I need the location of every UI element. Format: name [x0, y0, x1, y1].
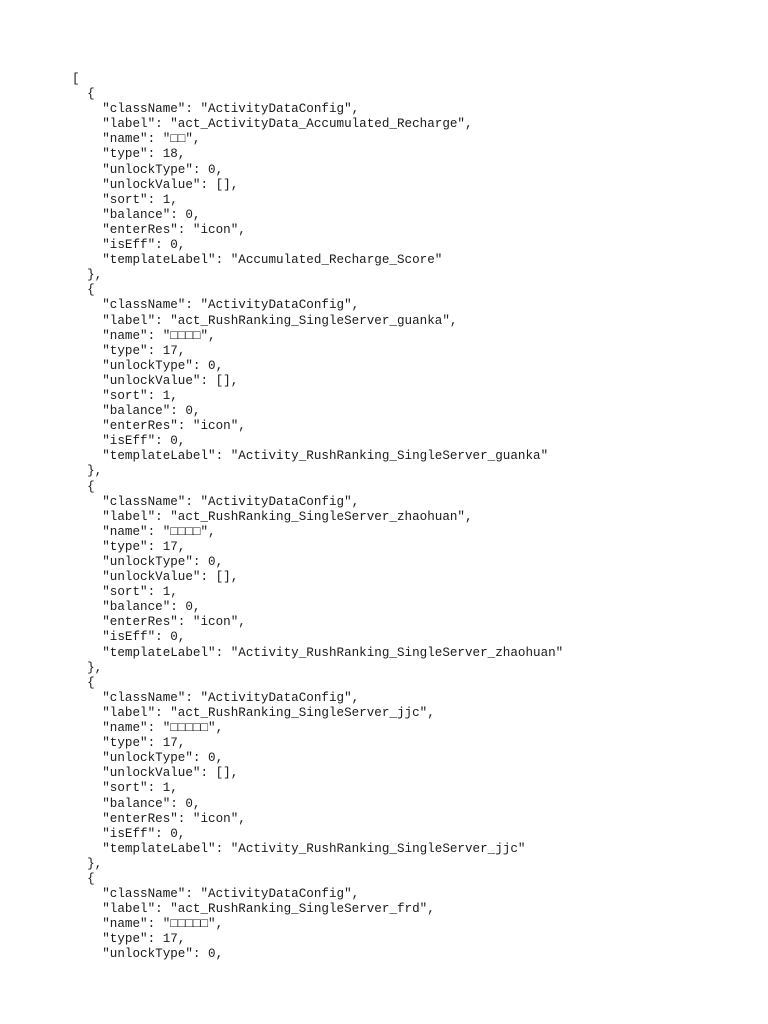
- code-line: "unlockValue": [],: [72, 766, 239, 781]
- code-line: "sort": 1,: [72, 388, 178, 403]
- code-line: },: [72, 660, 103, 675]
- code-line: "label": "act_RushRanking_SingleServer_jjc",: [72, 705, 435, 720]
- code-line: "unlockValue": [],: [72, 373, 239, 388]
- code-line: "className": "ActivityDataConfig",: [72, 690, 360, 705]
- code-line: "type": 17,: [72, 932, 186, 947]
- code-line: "className": "ActivityDataConfig",: [72, 298, 360, 313]
- code-line: "balance": 0,: [72, 404, 201, 419]
- code-line: "templateLabel": "Activity_RushRanking_SingleServer_guanka": [72, 449, 549, 464]
- code-line: {: [72, 87, 95, 102]
- code-line: "unlockType": 0,: [72, 947, 224, 962]
- code-line: "unlockType": 0,: [72, 555, 224, 569]
- code-line: "sort": 1,: [72, 585, 178, 600]
- code-line: "type": 17,: [72, 539, 186, 554]
- code-line: "balance": 0,: [72, 207, 201, 222]
- code-line: "type": 17,: [72, 343, 186, 358]
- code-line: "label": "act_RushRanking_SingleServer_zhaohuan",: [72, 509, 473, 524]
- code-line: "isEff": 0,: [72, 826, 186, 841]
- code-line: "enterRes": "icon",: [72, 811, 246, 826]
- code-line: {: [72, 675, 95, 690]
- code-line: "isEff": 0,: [72, 434, 186, 449]
- code-line: "name": "□□",: [72, 132, 201, 147]
- code-line: "unlockType": 0,: [72, 751, 224, 766]
- code-line: {: [72, 283, 95, 298]
- code-line: "label": "act_ActivityData_Accumulated_Recharge",: [72, 117, 473, 132]
- code-line: "type": 18,: [72, 147, 186, 162]
- code-line: "unlockType": 0,: [72, 162, 224, 177]
- code-line: "isEff": 0,: [72, 630, 186, 645]
- code-line: "name": "□□□□□",: [72, 721, 224, 736]
- code-line: "balance": 0,: [72, 796, 201, 811]
- code-line: "type": 17,: [72, 736, 186, 751]
- code-line: "sort": 1,: [72, 781, 178, 796]
- code-line: "templateLabel": "Accumulated_Recharge_Score": [72, 253, 443, 268]
- code-line: "enterRes": "icon",: [72, 222, 246, 237]
- code-line: "name": "□□□□□",: [72, 917, 224, 932]
- code-line: "name": "□□□□",: [72, 524, 216, 539]
- code-line: "balance": 0,: [72, 600, 201, 615]
- code-line: },: [72, 856, 103, 871]
- code-line: "className": "ActivityDataConfig",: [72, 887, 360, 902]
- code-line: },: [72, 464, 103, 479]
- code-line: [: [72, 72, 80, 86]
- code-line: "unlockType": 0,: [72, 358, 224, 373]
- code-line: "unlockValue": [],: [72, 570, 239, 585]
- code-line: "name": "□□□□",: [72, 328, 216, 343]
- code-line: },: [72, 268, 103, 283]
- code-line: "unlockValue": [],: [72, 177, 239, 192]
- code-line: "className": "ActivityDataConfig",: [72, 494, 360, 509]
- code-line: "templateLabel": "Activity_RushRanking_SingleServer_zhaohuan": [72, 645, 564, 660]
- code-line: "sort": 1,: [72, 192, 178, 207]
- code-line: "label": "act_RushRanking_SingleServer_guanka",: [72, 313, 458, 328]
- code-line: "templateLabel": "Activity_RushRanking_SingleServer_jjc": [72, 841, 526, 856]
- code-line: {: [72, 479, 95, 494]
- code-line: {: [72, 871, 95, 886]
- code-line: "className": "ActivityDataConfig",: [72, 102, 360, 117]
- code-line: "label": "act_RushRanking_SingleServer_frd",: [72, 902, 435, 917]
- json-document: [72, 72, 563, 963]
- code-line: "isEff": 0,: [72, 238, 186, 253]
- code-line: "enterRes": "icon",: [72, 615, 246, 630]
- code-line: "enterRes": "icon",: [72, 419, 246, 434]
